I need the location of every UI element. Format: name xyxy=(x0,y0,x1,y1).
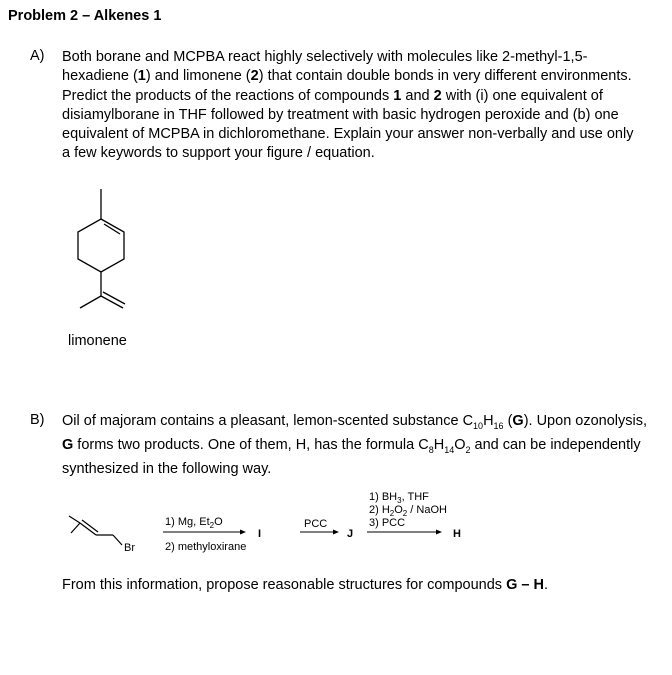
bromide-label: Br xyxy=(124,542,135,554)
problem-title: Problem 2 – Alkenes 1 xyxy=(8,8,162,24)
footer-text: From this information, propose reasonable structures for compounds G – H. xyxy=(62,577,548,593)
arrow-1-head xyxy=(240,530,246,535)
part-a-text-1: Both borane and MCPBA react highly selectively with molecules like 2-methyl-1,5-hexadiene ( xyxy=(62,49,588,85)
part-a-text-2: ) and limonene ( xyxy=(145,68,251,85)
compound-g-ref-2: G xyxy=(62,437,74,454)
step3-reagent-1: 1) $BH_3$, THF xyxy=(369,491,429,505)
step1-reagent-b: 2) methyloxirane xyxy=(165,541,247,553)
compound-2-ref: 2 xyxy=(250,68,259,85)
part-b-text: Oil of majoram contains a pleasant, lemon-scented substance $C_{10}H_{16}$ (G). Upon ozonolysis, G forms two products. One of them, H, has the formula $C_8H_{14}O_2$ and can be independently synthesized in the following way. xyxy=(62,413,648,478)
compound-2-ref-2: 2 xyxy=(433,87,442,104)
compound-g-ref: G xyxy=(512,413,524,429)
step3-reagent-3: 3) PCC xyxy=(369,517,406,529)
isopropenyl-double-bond-2 xyxy=(103,292,125,304)
intermediate-i: I xyxy=(258,528,262,540)
sm-bond-4 xyxy=(113,535,122,545)
limonene-structure xyxy=(78,189,125,308)
step1-reagent-a: 1) Mg, $Et_2O$ xyxy=(165,516,223,530)
compound-1-ref: 1 xyxy=(137,68,146,85)
part-a-text-4: and xyxy=(401,87,434,104)
starting-material-structure xyxy=(69,516,122,545)
sm-bond-1 xyxy=(69,516,80,523)
part-b-label: B) xyxy=(30,412,45,428)
product-h: H xyxy=(453,528,461,540)
part-a-label: A) xyxy=(30,48,45,64)
compound-1-ref-2: 1 xyxy=(393,87,402,104)
arrow-3-head xyxy=(436,530,442,535)
sm-bond-2 xyxy=(71,523,80,533)
arrow-2-head xyxy=(333,530,339,535)
step3-reagent-2: 2) $H_2O_2$ / NaOH xyxy=(369,504,447,518)
limonene-label: limonene xyxy=(68,333,127,349)
cyclohexene-ring xyxy=(78,219,124,272)
step2-reagent: PCC xyxy=(304,518,328,530)
isopropenyl-double-bond-1 xyxy=(101,296,123,308)
part-a-text-3: ) that contain double bonds in very different environments. Predict the products of the reactions of compounds xyxy=(62,68,632,104)
intermediate-j: J xyxy=(347,528,354,540)
part-a-text-5: with (i) one equivalent of disiamylborane in THF followed by treatment with basic hydrogen peroxide and (b) one equivalent of MCPBA in dichloromethane. Explain your answer non-verbally and use only a few keywords to support your figure / equation. xyxy=(62,87,634,162)
footer-bold: G – H xyxy=(506,577,544,593)
isopropenyl-methyl-bond xyxy=(80,296,101,308)
